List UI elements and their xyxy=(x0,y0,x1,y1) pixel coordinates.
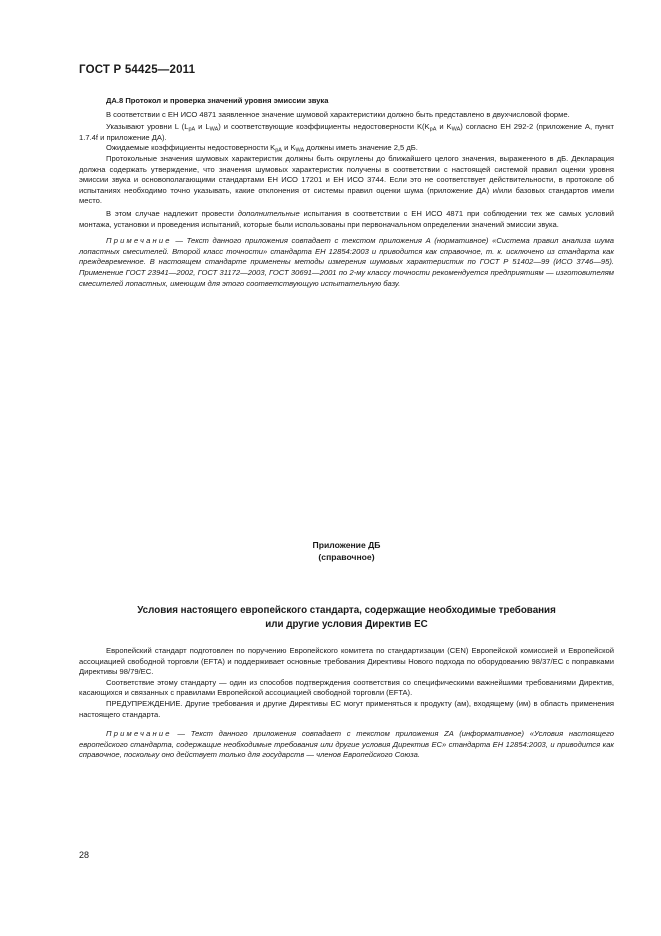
annex-db-note: Примечание — Текст данного приложения совпадает с текстом приложения ZA (информативное) «Условия настоящего европейского стандарта, содержащие необходимые требования или другие условия Директив ЕС» стандарта ЕН 12854:2003, и приводится как справочное, поскольку оно действует только для государств — членов Европейского Союза. xyxy=(79,729,614,760)
da8-note: Примечание — Текст данного приложения совпадает с текстом приложения А (нормативное) «Система правил анализа шума лопастных смесителей. Второй класс точности» стандарта ЕН 12854:2003 и приводится как справочное, т. к. исключено из стандарта как преждевременное. В настоящем стандарте применены методы измерения шумовых характеристик по ГОСТ Р 51402—99 (ИСО 3746—95). Применение ГОСТ 23941—2002, ГОСТ 31172—2003, ГОСТ 30691—2001 по 2-му классу точности рекомендуется предприятиям — изготовителям смесителей лопастных, имеющим для этого соответствующую испытательную базу. xyxy=(79,236,614,288)
section-da8-heading: ДА.8 Протокол и проверка значений уровня эмиссии звука xyxy=(106,96,329,105)
da8-paragraph-3: Ожидаемые коэффициенты недостоверности $K_{pA}$ и $K_{WA}$ должны иметь значение 2,5 дБ. xyxy=(106,143,418,154)
annex-db-body xyxy=(79,646,614,761)
note-label: Примечание xyxy=(106,729,172,739)
annex-db-paragraph-2: Соответствие этому стандарту — один из способов подтверждения соответствия со специфическими важнейшими требованиями Директив, касающихся и связанных с правилами Европейской ассоциацией свободной торговли (EFTA). xyxy=(79,677,614,698)
document-id-header: ГОСТ Р 54425—2011 xyxy=(79,64,196,76)
da8-paragraph-4: Протокольные значения шумовых характеристик должны быть округлены до ближайшего целого значения, выраженного в дБ. Декларация должна содержать утверждение, что значения шумовых характеристик получены в соответствии с настоящей системой правил оценки уровня эмиссии звука и основополагающими стандартами ЕН ИСО 17201 и ЕН ИСО 3744. Если это не соответствует действительности, в протоколе об испытаниях необходимо точно указывать, какие отклонения от системы правил оценки шума (приложение ДА) и/или базовых стандартов имели место. xyxy=(79,153,614,206)
annex-db-paragraph-3: ПРЕДУПРЕЖДЕНИЕ. Другие требования и другие Директивы ЕС могут применяться к продукту (ам), входящему (им) в область применения настоящего стандарта. xyxy=(79,698,614,719)
da8-paragraph-5: В этом случае надлежит провести дополнительные испытания в соответствии с ЕН ИСО 4871 при соблюдении тех же самых условий монтажа, установки и проведения испытаний, которые были использованы при первоначальном определении значений эмиссии звука. xyxy=(79,208,614,229)
section-da8 xyxy=(79,96,614,289)
page-number: 28 xyxy=(79,850,90,860)
da8-paragraph-2: Указывают уровни L ($L_{pA}$ и $L_{WA}$) и соответствующие коэффициенты недостоверности $K(K_{pA}$ и $K_{WA}$) согласно ЕН 292-2 (приложение А, пункт 1.7.4f и приложение ДА). xyxy=(79,122,615,142)
annex-db-paragraph-1: Европейский стандарт подготовлен по поручению Европейского комитета по стандартизации (CEN) Европейской комиссией и Европейской ассоциацией свободной торговли (EFTA) и поддерживает основные требования Директивы Нового подхода по оборудованию 98/37/ЕС с поправками Директивы 98/79/ЕС. xyxy=(79,646,614,677)
annex-db-label: Приложение ДБ (справочное) xyxy=(312,540,381,562)
da8-paragraph-1: В соответствии с ЕН ИСО 4871 заявленное значение шумовой характеристики должно быть представлено в двухчисловой форме. xyxy=(106,109,570,119)
note-label: Примечание xyxy=(106,236,172,246)
annex-db-title: Условия настоящего европейского стандарта, содержащие необходимые требования или другие условия Директив ЕС xyxy=(137,605,556,630)
